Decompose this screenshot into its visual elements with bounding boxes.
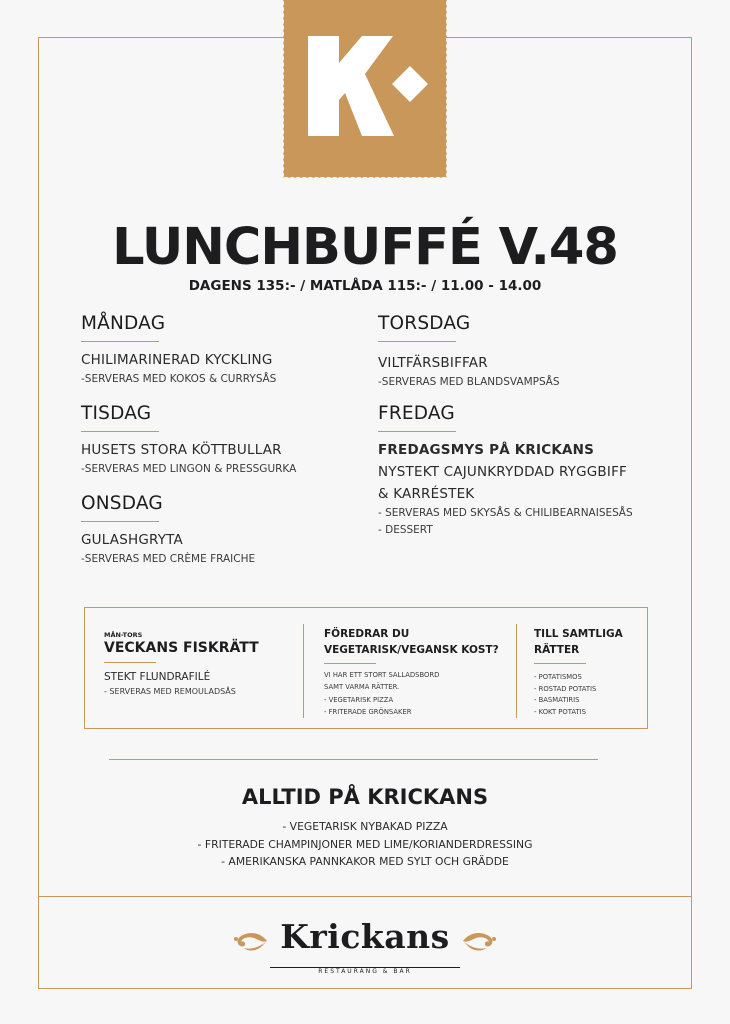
dish-line: NYSTEKT CAJUNKRYDDAD RYGGBIFF bbox=[378, 464, 628, 480]
day-name: MÅNDAG bbox=[81, 313, 166, 334]
day-name: ONSDAG bbox=[81, 493, 163, 514]
veg-rule bbox=[324, 663, 376, 664]
list-item: - AMERIKANSKA PANNKAKOR MED SYLT OCH GRÄDDE bbox=[221, 855, 509, 868]
veg-item: - VEGETARISK PIZZA bbox=[324, 696, 394, 704]
veg-text-line: VI HAR ETT STORT SALLADSBORD bbox=[324, 671, 440, 679]
veg-item: - FRITERADE GRÖNSAKER bbox=[324, 707, 412, 716]
brand-logo bbox=[0, 917, 730, 975]
friday-special: FREDAGSMYS PÅ KRICKANS bbox=[378, 442, 595, 458]
list-item: - FRITERADE CHAMPINJONER MED LIME/KORIANDERDRESSING bbox=[197, 837, 533, 851]
box-separator bbox=[516, 624, 517, 718]
dish-note: -SERVERAS MED CRÈME FRAICHE bbox=[81, 553, 256, 565]
always-list bbox=[0, 818, 730, 871]
brand-name: Krickans bbox=[280, 917, 450, 956]
dish: CHILIMARINERAD KYCKLING bbox=[81, 352, 273, 368]
day-name: FREDAG bbox=[378, 403, 455, 424]
weekly-info-box bbox=[84, 607, 648, 729]
page-title: LUNCHBUFFÉ V.48 bbox=[112, 218, 618, 277]
day-tuesday bbox=[81, 403, 296, 478]
weekly-fish-section bbox=[104, 631, 294, 698]
day-name: TORSDAG bbox=[378, 313, 471, 334]
dish: HUSETS STORA KÖTTBULLAR bbox=[81, 442, 282, 458]
fish-dish: STEKT FLUNDRAFILÉ bbox=[104, 671, 211, 683]
day-name: TISDAG bbox=[81, 403, 152, 424]
fish-heading: VECKANS FISKRÄTT bbox=[104, 640, 259, 656]
day-rule bbox=[81, 341, 159, 342]
dish: GULASHGRYTA bbox=[81, 532, 183, 548]
side-item: - ROSTAD POTATIS bbox=[534, 684, 597, 693]
brand-tagline-wrap bbox=[270, 960, 460, 974]
dish-line: & KARRÉSTEK bbox=[378, 486, 475, 502]
brand-tagline: RESTAURANG & BAR bbox=[312, 968, 418, 975]
dish-note: -SERVERAS MED LINGON & PRESSGURKA bbox=[81, 463, 297, 475]
day-rule bbox=[81, 521, 159, 522]
day-thursday bbox=[378, 313, 559, 391]
fish-note: - SERVERAS MED REMOULADSÅS bbox=[104, 687, 236, 696]
dish-note: -SERVERAS MED KOKOS & CURRYSÅS bbox=[81, 373, 277, 385]
day-wednesday bbox=[81, 493, 255, 568]
veg-text-line: SAMT VARMA RÄTTER. bbox=[324, 682, 400, 691]
sides-heading-line: RÄTTER bbox=[534, 644, 580, 656]
footer-divider bbox=[38, 896, 692, 897]
sides-heading-line: TILL SAMTLIGA bbox=[534, 628, 623, 640]
box-separator bbox=[303, 624, 304, 718]
list-item: - VEGETARISK NYBAKAD PIZZA bbox=[282, 820, 448, 833]
always-heading: ALLTID PÅ KRICKANS bbox=[241, 785, 489, 809]
side-item: - BASMATIRIS bbox=[534, 696, 580, 704]
krickans-k-logo-icon bbox=[283, 0, 447, 178]
price-and-hours: DAGENS 135:- / MATLÅDA 115:- / 11.00 - 14.00 bbox=[188, 278, 542, 294]
dish-note: - DESSERT bbox=[378, 524, 433, 536]
fish-days-label: MÅN-TORS bbox=[104, 631, 143, 639]
dish-note: -SERVERAS MED BLANDSVAMPSÅS bbox=[378, 376, 560, 388]
sides-rule bbox=[534, 663, 586, 664]
day-rule bbox=[81, 431, 159, 432]
day-friday bbox=[378, 403, 633, 539]
section-divider bbox=[109, 759, 598, 760]
dish-note: - SERVERAS MED SKYSÅS & CHILIBEARNAISESÅS bbox=[378, 507, 633, 519]
side-item: - KOKT POTATIS bbox=[534, 707, 586, 716]
side-item: - POTATISMOS bbox=[534, 673, 582, 681]
dish: VILTFÄRSBIFFAR bbox=[378, 355, 488, 371]
sides-section bbox=[534, 626, 644, 718]
day-rule bbox=[378, 431, 456, 432]
vegetarian-section bbox=[324, 626, 524, 718]
fish-rule bbox=[104, 662, 156, 663]
day-monday bbox=[81, 313, 276, 388]
veg-heading-line: FÖREDRAR DU bbox=[324, 628, 410, 640]
day-rule bbox=[378, 341, 456, 342]
veg-heading-line: VEGETARISK/VEGANSK KOST? bbox=[324, 644, 499, 656]
